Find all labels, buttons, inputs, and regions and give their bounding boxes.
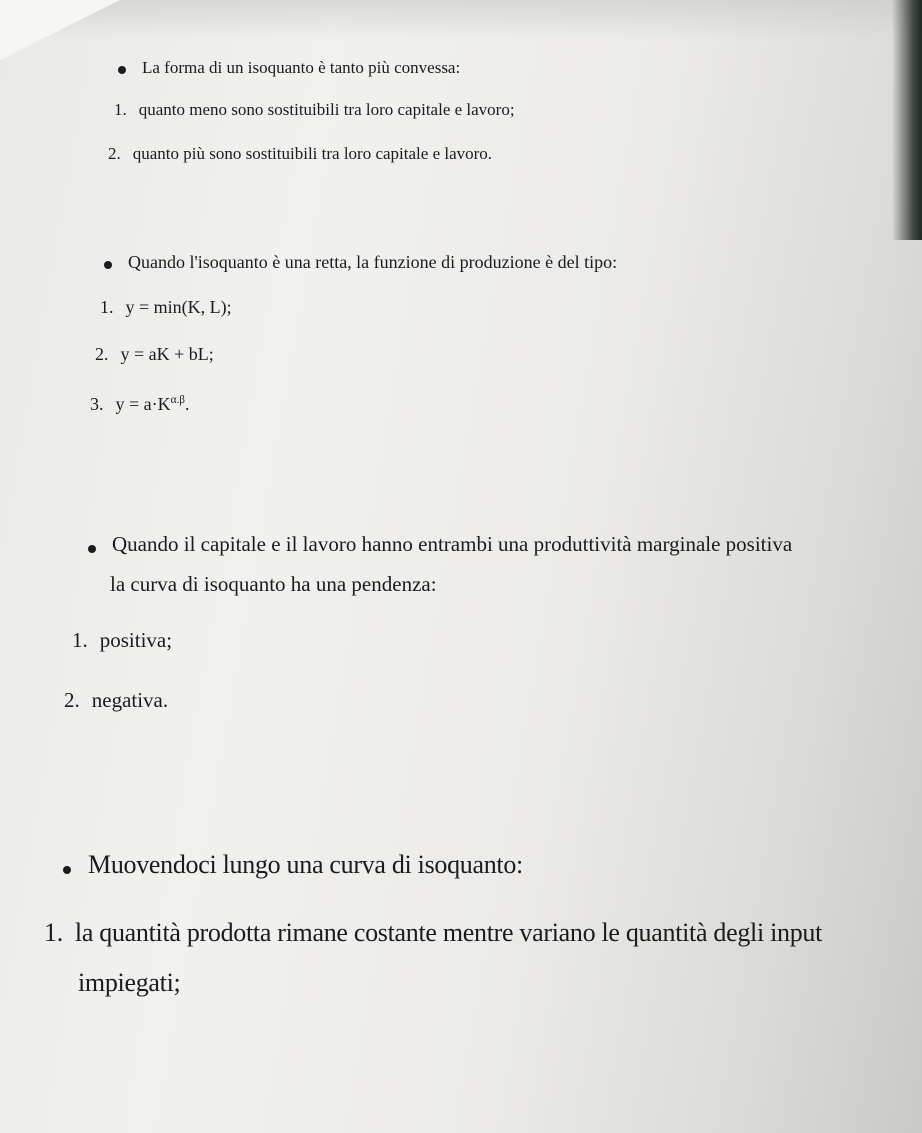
option-text: positiva;: [99, 628, 173, 652]
option-number: 1.: [72, 628, 88, 652]
question-2-option-2[interactable]: [95, 344, 214, 365]
option-number: 2.: [64, 688, 80, 712]
option-text: negativa.: [91, 688, 169, 712]
option-number: 2.: [108, 144, 121, 163]
option-number: 1.: [100, 297, 114, 317]
option-number: 2.: [95, 344, 109, 364]
option-text: y = min(K, L);: [125, 297, 232, 317]
option-number: 3.: [90, 394, 104, 414]
question-3-stem-line-2: la curva di isoquanto ha una pendenza:: [110, 572, 437, 596]
option-text: $y = a\cdot K^{\alpha.\beta}$.: [115, 394, 190, 414]
question-2-option-3[interactable]: [90, 394, 189, 415]
question-1-stem: La forma di un isoquanto è tanto più convessa:: [142, 58, 461, 77]
option-number: 1.: [44, 918, 63, 947]
option-number: 1.: [114, 100, 127, 119]
option-text: quanto meno sono sostituibili tra loro capitale e lavoro;: [138, 100, 515, 119]
question-1-option-2[interactable]: [108, 144, 492, 164]
question-3-option-2[interactable]: [64, 688, 168, 713]
bullet-q3: [88, 545, 96, 553]
question-3-option-1[interactable]: [72, 628, 172, 653]
bullet-q1: [118, 66, 126, 74]
question-2-stem: Quando l'isoquanto è una retta, la funzione di produzione è del tipo:: [128, 252, 618, 272]
option-text: la quantità prodotta rimane costante mentre variano le quantità degli input: [74, 918, 823, 947]
question-1-option-1[interactable]: [114, 100, 515, 120]
background-edge: [892, 0, 922, 240]
bullet-q2: [104, 261, 112, 269]
question-2-option-1[interactable]: [100, 297, 232, 318]
option-text: y = aK + bL;: [120, 344, 214, 364]
page-shadow: [0, 0, 922, 40]
question-4-option-1[interactable]: [44, 918, 822, 948]
bullet-q4: [63, 866, 71, 874]
question-4-option-1-continuation: impiegati;: [78, 968, 181, 997]
question-4-stem: Muovendoci lungo una curva di isoquanto:: [88, 850, 523, 879]
question-3-stem-line-1: Quando il capitale e il lavoro hanno entrambi una produttività marginale positiva: [112, 532, 793, 556]
option-text: quanto più sono sostituibili tra loro capitale e lavoro.: [132, 144, 493, 163]
